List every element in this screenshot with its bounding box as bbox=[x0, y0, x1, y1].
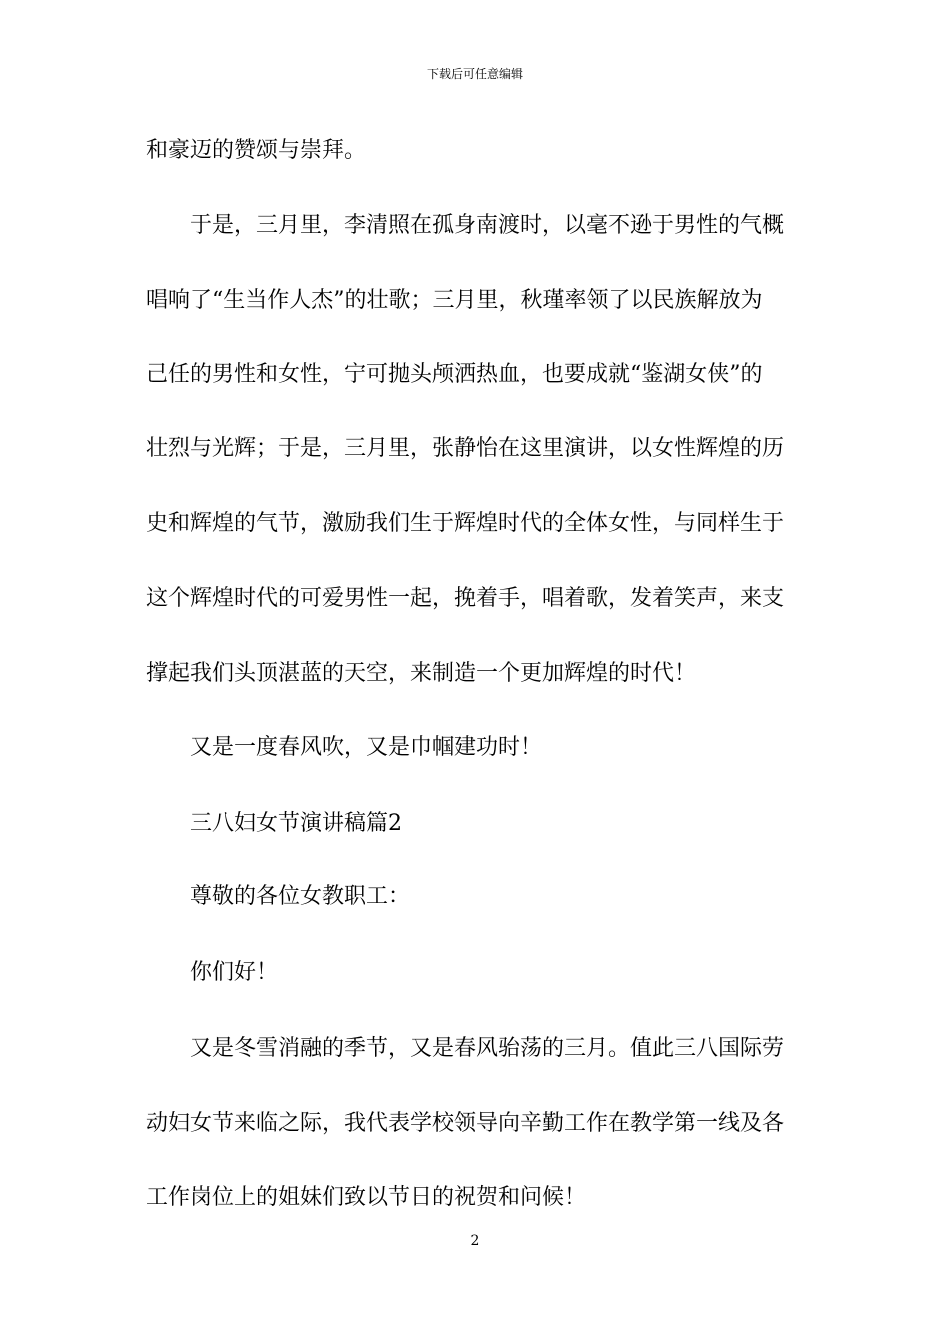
page-number: 2 bbox=[470, 1233, 480, 1249]
section-heading: 三八妇女节演讲稿篇2 bbox=[146, 811, 402, 836]
text-line: 工作岗位上的姐妹们致以节日的祝贺和问候！ bbox=[146, 1185, 587, 1210]
text-line: 史和辉煌的气节，激励我们生于辉煌时代的全体女性，与同样生于 bbox=[146, 511, 785, 536]
greeting-line: 尊敬的各位女教职工： bbox=[146, 884, 411, 909]
text-line: 和豪迈的赞颂与崇拜。 bbox=[146, 138, 367, 163]
text-line: 唱响了“生当作人杰”的壮歌；三月里，秋瑾率领了以民族解放为 bbox=[146, 288, 763, 313]
greeting-line: 你们好！ bbox=[146, 960, 279, 985]
text-line: 又是一度春风吹，又是巾帼建功时！ bbox=[146, 735, 543, 760]
text-line: 这个辉煌时代的可爱男性一起，挽着手，唱着歌，发着笑声，来支 bbox=[146, 586, 785, 611]
text-line: 己任的男性和女性，宁可抛头颅洒热血，也要成就“鉴湖女侠”的 bbox=[146, 362, 763, 387]
text-line: 于是，三月里，李清照在孤身南渡时，以毫不逊于男性的气概 bbox=[146, 213, 785, 238]
text-line: 动妇女节来临之际，我代表学校领导向辛勤工作在教学第一线及各 bbox=[146, 1111, 785, 1136]
text-line: 又是冬雪消融的季节，又是春风骀荡的三月。值此三八国际劳 bbox=[146, 1036, 785, 1061]
text-line: 撑起我们头顶湛蓝的天空，来制造一个更加辉煌的时代！ bbox=[146, 661, 697, 686]
text-line: 壮烈与光辉；于是，三月里，张静怡在这里演讲，以女性辉煌的历 bbox=[146, 436, 785, 461]
header-note: 下载后可任意编辑 bbox=[426, 67, 523, 81]
